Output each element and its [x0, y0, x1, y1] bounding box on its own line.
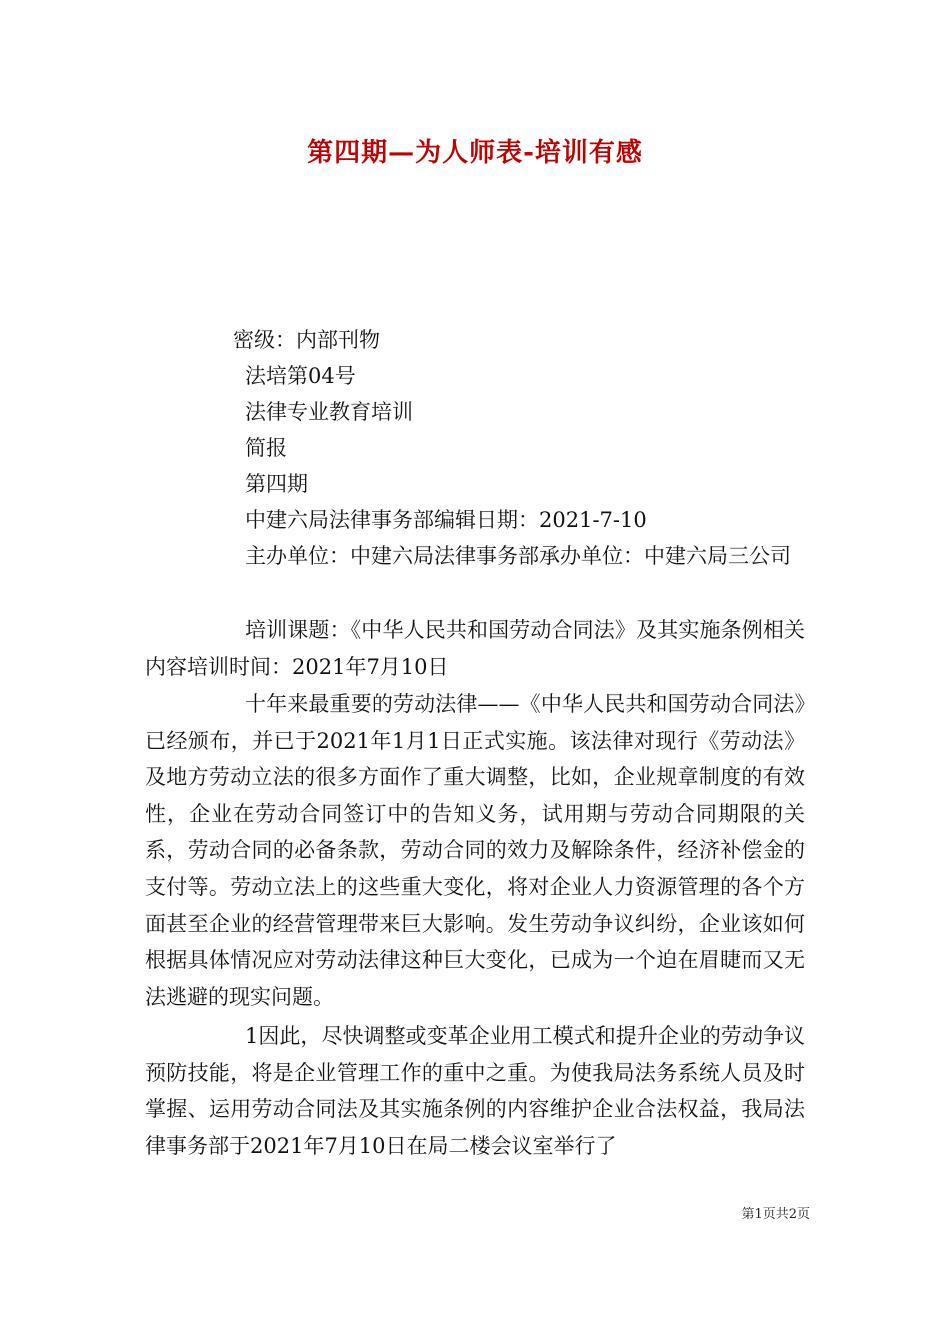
body-paragraph-1: 十年来最重要的劳动法律——《中华人民共和国劳动合同法》已经颁布，并已于2021年1月1日正式实施。该法律对现行《劳动法》及地方劳动立法的很多方面作了重大调整，比如，企业规章制度的有效性，企业在劳动合同签订中的告知义务，试用期与劳动合同期限的关系，劳动合同的必备条款，劳动合同的效力及解除条件，经济补偿金的支付等。劳动立法上的这些重大变化，将对企业人力资源管理的各个方面甚至企业的经营管理带来巨大影响。发生劳动争议纠纷，企业该如何根据具体情况应对劳动法律这种巨大变化，已成为一个迫在眉睫而又无法逃避的现实问题。: [145, 692, 805, 1009]
bulletin-line: 简报: [245, 436, 287, 460]
training-topic-paragraph: 培训课题：《中华人民共和国劳动合同法》及其实施条例相关内容培训时间：2021年7月10日: [145, 618, 805, 679]
classification-line: 密级：内部刊物: [233, 328, 380, 352]
editor-date-line: 中建六局法律事务部编辑日期：2021-7-10: [245, 508, 647, 532]
issue-number-line: 法培第04号: [245, 364, 356, 388]
body-paragraph-2: 1因此，尽快调整或变革企业用工模式和提升企业的劳动争议预防技能，将是企业管理工作的重中之重。为使我局法务系统人员及时掌握、运用劳动合同法及其实施条例的内容维护企业合法权益，我局法律事务部于2021年7月10日在局二楼会议室举行了: [145, 1024, 805, 1158]
period-line: 第四期: [245, 472, 308, 496]
document-title: 第四期—为人师表-培训有感: [307, 138, 643, 168]
training-name-line: 法律专业教育培训: [245, 400, 413, 424]
page-number-footer: 第1页共2页: [741, 1207, 810, 1222]
organizer-paragraph: 主办单位：中建六局法律事务部承办单位：中建六局三公司: [245, 544, 791, 568]
